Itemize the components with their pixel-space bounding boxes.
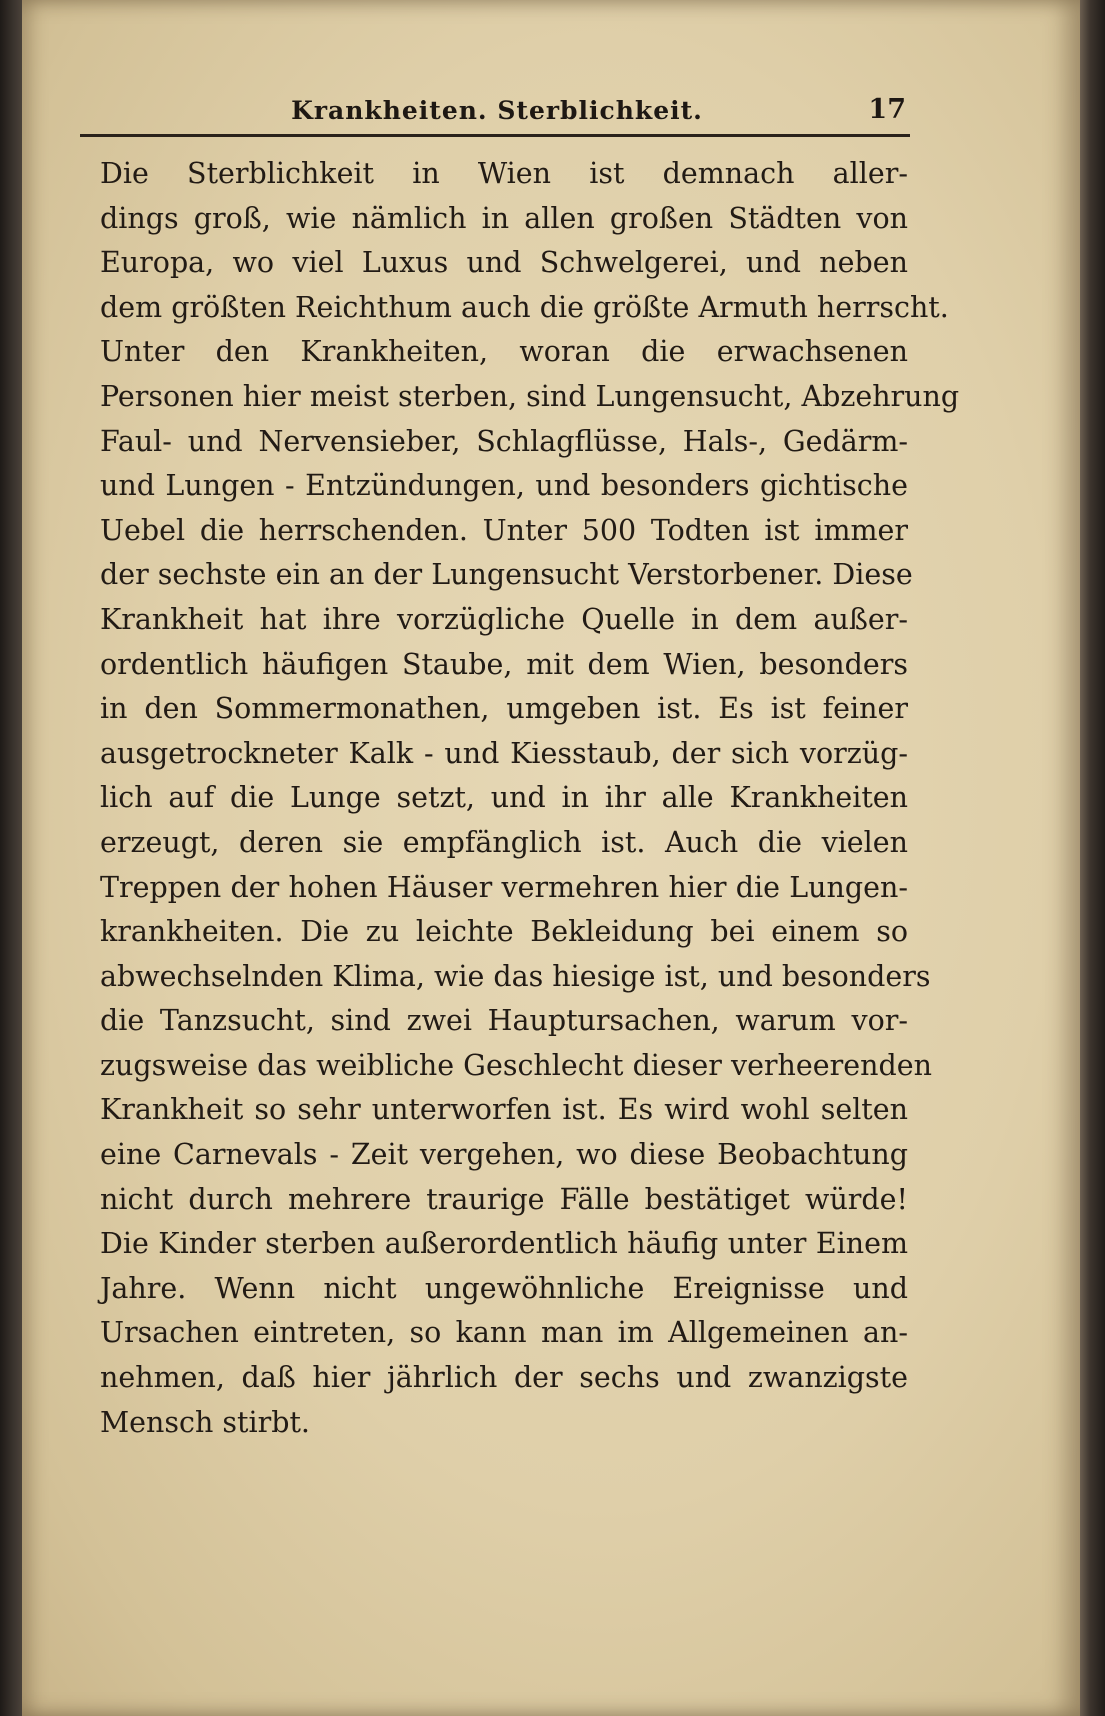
text-line: Krankheit so sehr unterworfen ist. Es wird wohl selten (100, 1093, 908, 1127)
text-line: Krankheit hat ihre vorzügliche Quelle in dem außer- (100, 602, 908, 636)
text-line: Ursachen eintreten, so kann man im Allgemeinen an- (100, 1316, 908, 1350)
running-head: Krankheiten. Sterblichkeit. (291, 96, 703, 125)
text-line: nicht durch mehrere traurige Fälle bestätiget würde! (100, 1182, 908, 1216)
text-line: erzeugt, deren sie empfänglich ist. Auch die vielen (100, 825, 908, 859)
text-line: der sechste ein an der Lungensucht Verstorbener. Diese (100, 558, 913, 592)
text-line: nehmen, daß hier jährlich der sechs und zwanzigste (100, 1361, 908, 1395)
text-line: Die Sterblichkeit in Wien ist demnach aller- (100, 157, 908, 190)
text-line: eine Carnevals - Zeit vergehen, wo diese Beobachtung (100, 1138, 908, 1172)
text-line: in den Sommermonathen, umgeben ist. Es ist feiner (100, 692, 908, 726)
text-line: Die Kinder sterben außerordentlich häufig unter Einem (100, 1227, 908, 1261)
page-header (88, 92, 906, 134)
text-line: Europa, wo viel Luxus und Schwelgerei, und neben (100, 246, 908, 280)
text-line: Treppen der hohen Häuser vermehren hier die Lungen- (100, 870, 908, 904)
page-number: 17 (868, 94, 906, 125)
text-line: Unter den Krankheiten, woran die erwachsenen (100, 335, 908, 369)
text-line: Mensch stirbt. (100, 1405, 310, 1439)
book-fore-edge (1080, 0, 1105, 1716)
body-text (100, 152, 960, 1445)
text-line: ordentlich häufigen Staube, mit dem Wien, besonders (100, 647, 908, 681)
text-line: dings groß, wie nämlich in allen großen Städten von (100, 201, 908, 235)
text-line: ausgetrockneter Kalk - und Kiesstaub, der sich vorzüg- (100, 736, 908, 770)
text-line: Personen hier meist sterben, sind Lungensucht, Abzehrung (100, 379, 960, 413)
text-line: Uebel die herrschenden. Unter 500 Todten ist immer (100, 513, 908, 547)
text-line: abwechselnden Klima, wie das hiesige ist, und besonders (100, 959, 931, 993)
text-line: Jahre. Wenn nicht ungewöhnliche Ereignisse und (100, 1271, 908, 1305)
page-left-edge (0, 0, 22, 1716)
text-line: dem größten Reichthum auch die größte Armuth herrscht. (100, 290, 949, 324)
text-line: zugsweise das weibliche Geschlecht dieser verheerenden (100, 1048, 932, 1082)
text-line: Faul- und Nervensieber, Schlagflüsse, Hals-, Gedärm- (100, 424, 908, 458)
text-line: krankheiten. Die zu leichte Bekleidung bei einem so (100, 915, 908, 949)
text-line: und Lungen - Entzündungen, und besonders gichtische (100, 469, 908, 503)
header-rule (80, 134, 910, 137)
text-line: die Tanzsucht, sind zwei Hauptursachen, warum vor- (100, 1004, 908, 1038)
text-line: lich auf die Lunge setzt, und in ihr alle Krankheiten (100, 781, 908, 815)
